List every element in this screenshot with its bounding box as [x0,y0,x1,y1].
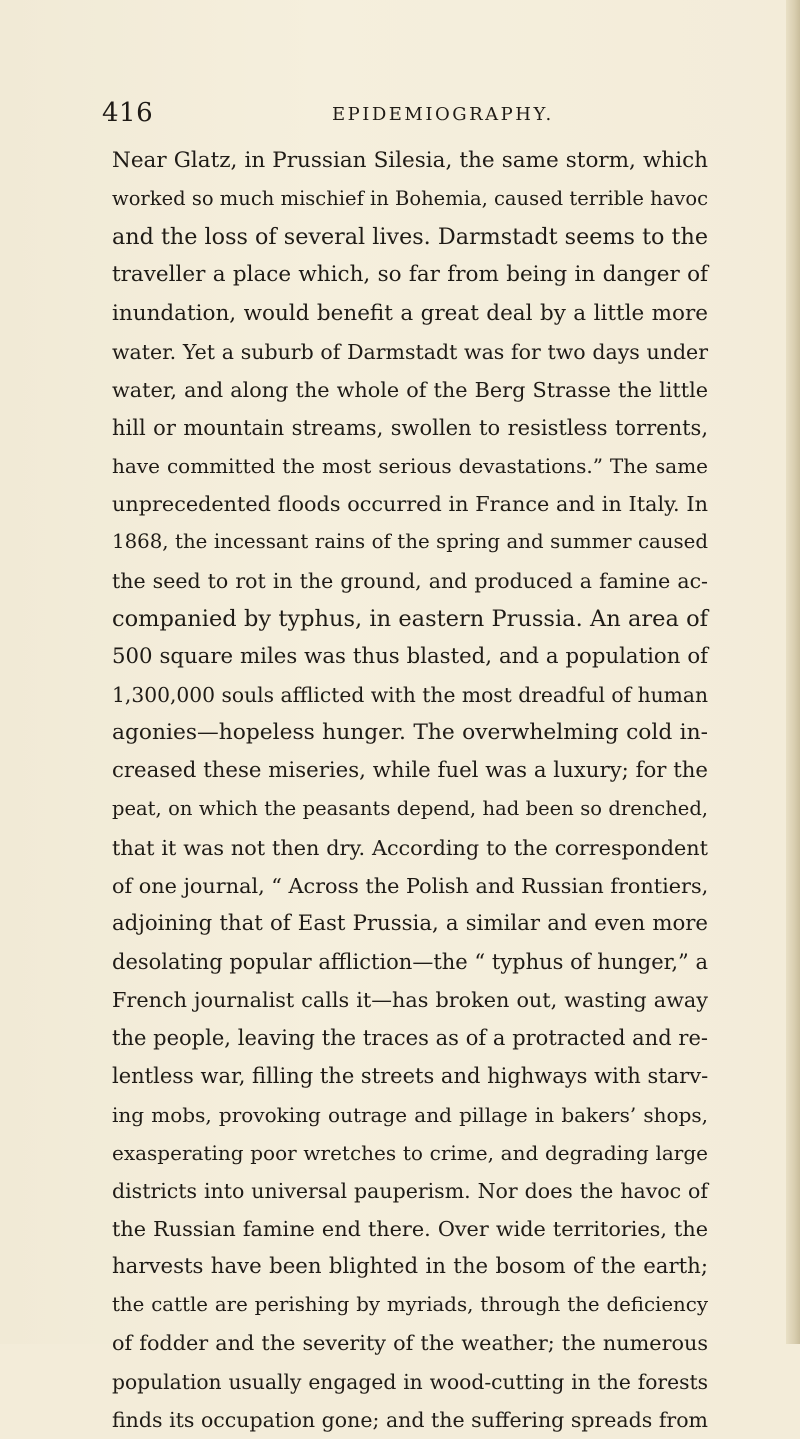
text-line: Near Glatz, in Prussian Silesia, the same storm, which [112,148,708,173]
text-line: districts into universal pauperism. Nor does the havoc of [112,1178,708,1203]
text-line: agonies—hopeless hunger. The overwhelming cold in- [112,720,708,746]
text-line: companied by typhus, in eastern Prussia. An area of [112,605,708,632]
running-header [102,98,704,134]
text-line: creased these miseries, while fuel was a luxury; for the [112,758,708,784]
text-line: the seed to rot in the ground, and produced a famine ac- [112,568,708,593]
text-line: population usually engaged in wood-cutting in the forests [112,1369,708,1394]
text-line: peat, on which the peasants depend, had been so drenched, [112,797,708,821]
text-line: desolating popular affliction—the “ typhus of hunger,” a [112,949,708,974]
running-title: EPIDEMIOGRAPHY. [332,104,554,125]
text-line: adjoining that of East Prussia, a similar and even more [112,910,708,936]
text-line: of fodder and the severity of the weather; the numerous [112,1331,708,1356]
text-line: water, and along the whole of the Berg Strasse the little [112,377,708,402]
text-line: of one journal, “ Across the Polish and Russian frontiers, [112,873,709,898]
text-line: worked so much mischief in Bohemia, caused terrible havoc [112,187,708,211]
text-line: unprecedented floods occurred in France and in Italy. In [112,492,708,517]
text-line: 500 square miles was thus blasted, and a population of [112,643,708,669]
text-line: and the loss of several lives. Darmstadt seems to the [112,224,708,251]
page-number: 416 [102,98,154,128]
text-line: traveller a place which, so far from being in danger of [112,262,708,288]
page-edge-shadow [786,0,800,1344]
text-line: the cattle are perishing by myriads, through the deficiency [112,1293,708,1317]
text-line: water. Yet a suburb of Darmstadt was for two days under [112,339,708,364]
text-line: ing mobs, provoking outrage and pillage in bakers’ shops, [112,1102,708,1127]
text-line: finds its occupation gone; and the suffering spreads from [112,1407,708,1432]
body-text [112,142,708,1439]
text-line: hill or mountain streams, swollen to resistless torrents, [112,415,708,440]
text-line: lentless war, filling the streets and highways with starv- [112,1064,709,1089]
text-line: the Russian famine end there. Over wide territories, the [112,1216,708,1241]
text-line: have committed the most serious devastations.” The same [112,454,708,479]
text-line: that it was not then dry. According to the correspondent [112,835,708,860]
text-line: French journalist calls it—has broken out, wasting away [112,988,708,1013]
text-line: inundation, would benefit a great deal by a little more [112,300,708,326]
text-line: the people, leaving the traces as of a protracted and re- [112,1026,708,1051]
text-line: 1,300,000 souls afflicted with the most dreadful of human [112,682,708,707]
text-line: exasperating poor wretches to crime, and degrading large [112,1140,708,1165]
text-line: harvests have been blighted in the bosom of the earth; [112,1254,708,1280]
text-line: 1868, the incessant rains of the spring and summer caused [112,530,708,554]
